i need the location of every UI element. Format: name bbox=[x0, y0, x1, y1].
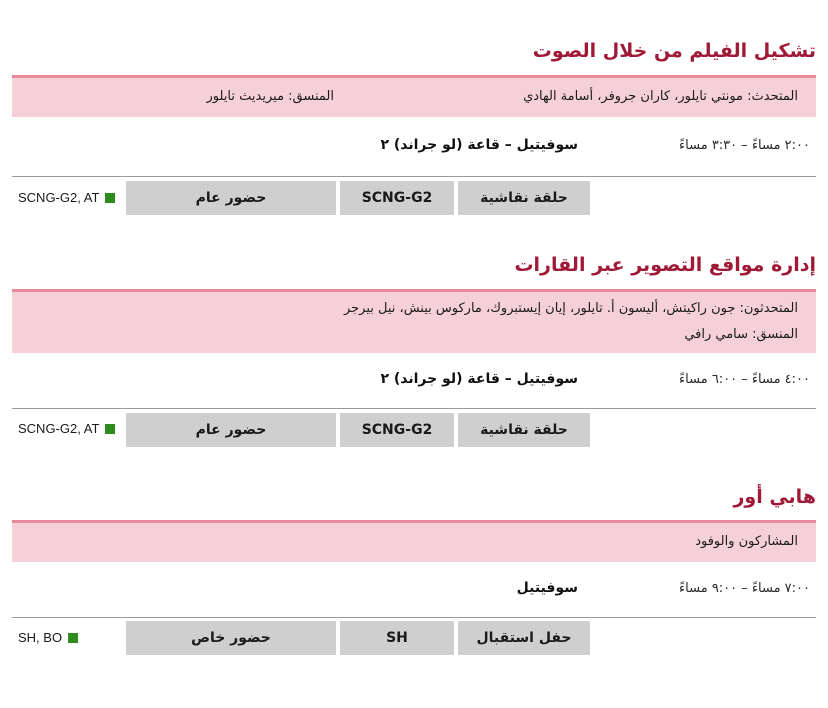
speakers-band bbox=[12, 75, 816, 117]
tag-text: SCNG-G2, AT bbox=[18, 190, 100, 205]
tag-label bbox=[18, 190, 115, 205]
tag-text: SCNG-G2, AT bbox=[18, 421, 100, 436]
session-title: تشكيل الفيلم من خلال الصوت bbox=[532, 40, 816, 62]
time-range: ٧:٠٠ مساءً – ٩:٠٠ مساءً bbox=[679, 581, 810, 596]
speakers-line: المشاركون والوفود bbox=[695, 534, 798, 549]
session-code-cell: SCNG-G2 bbox=[340, 413, 454, 447]
tag-label bbox=[18, 421, 115, 436]
green-square-icon bbox=[105, 424, 115, 434]
time-range: ٤:٠٠ مساءً – ٦:٠٠ مساءً bbox=[679, 372, 810, 387]
venue: سوفيتيل – قاعة (لو جراند) ٢ bbox=[380, 371, 578, 387]
session-code-cell: SH bbox=[340, 621, 454, 655]
access-cell: حضور عام bbox=[126, 181, 336, 215]
access-cell: حضور خاص bbox=[126, 621, 336, 655]
venue: سوفيتيل – قاعة (لو جراند) ٢ bbox=[380, 137, 578, 153]
session-title: هابي أور bbox=[733, 486, 816, 508]
access-cell: حضور عام bbox=[126, 413, 336, 447]
speakers-band bbox=[12, 289, 816, 353]
coordinator-line: المنسق: سامي رافي bbox=[684, 327, 798, 342]
divider bbox=[12, 176, 816, 177]
coordinator-line: المنسق: ميريديث تايلور bbox=[206, 89, 334, 104]
divider bbox=[12, 617, 816, 618]
session-title: إدارة مواقع التصوير عبر القارات bbox=[514, 254, 816, 276]
time-range: ٢:٠٠ مساءً – ٣:٣٠ مساءً bbox=[679, 138, 810, 153]
green-square-icon bbox=[105, 193, 115, 203]
speakers-line: المتحدثون: جون راكيتش، أليسون أ. تايلور، إيان إيستبروك، ماركوس بينش، نيل بيرجر bbox=[343, 301, 798, 316]
venue: سوفيتيل bbox=[516, 580, 578, 596]
tag-label bbox=[18, 630, 78, 645]
session-code-cell: SCNG-G2 bbox=[340, 181, 454, 215]
speakers-line: المتحدث: مونتي تايلور، كاران جروفر، أسامة الهادي bbox=[523, 89, 798, 104]
tag-text: SH, BO bbox=[18, 630, 63, 645]
divider bbox=[12, 408, 816, 409]
session-type-cell: حفل استقبال bbox=[458, 621, 590, 655]
session-type-cell: حلقة نقاشية bbox=[458, 413, 590, 447]
session-type-cell: حلقة نقاشية bbox=[458, 181, 590, 215]
green-square-icon bbox=[68, 633, 78, 643]
speakers-band bbox=[12, 520, 816, 562]
